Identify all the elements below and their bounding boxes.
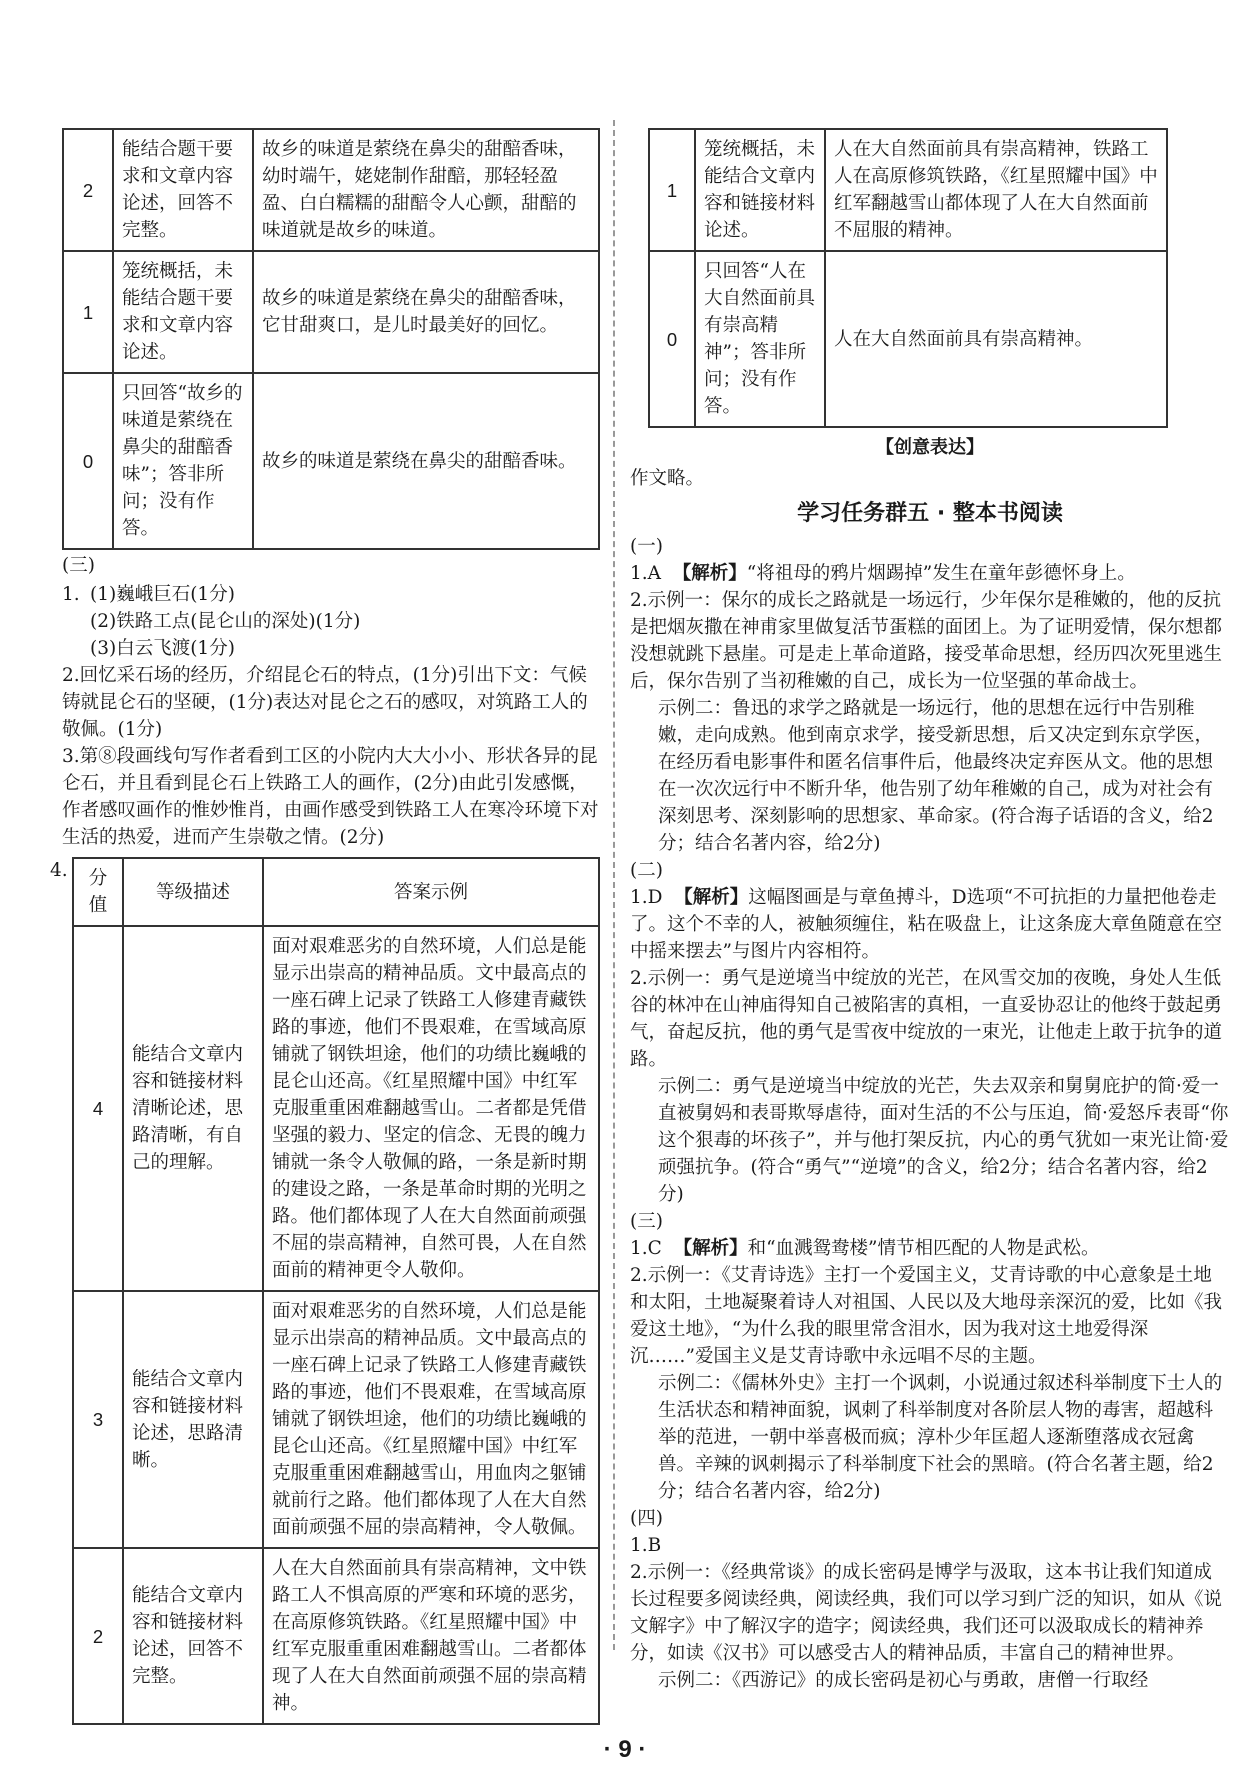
answer-paragraph: 2.回忆采石场的经历，介绍昆仑石的特点，(1分)引出下文：气候铸就昆仑石的坚硬，(1分)表达对昆仑之石的感叹，对筑路工人的敬佩。(1分) xyxy=(62,665,588,740)
left-column xyxy=(50,128,600,1725)
table-row xyxy=(649,251,1167,427)
table-row xyxy=(73,926,599,1291)
analysis-tag: 【解析】 xyxy=(674,887,749,908)
score-table-q4 xyxy=(72,857,600,1725)
answer-item: (1)巍峨巨石(1分) xyxy=(90,584,235,605)
score-cell: 2 xyxy=(73,1548,123,1724)
analysis-text: 这幅图画是与章鱼搏斗，D选项“不可抗拒的力量把他卷走了。这个不幸的人，被触须缠住，粘在吸盘上，让这条庞大章鱼随意在空中摇来摆去”与图片内容相符。 xyxy=(630,887,1223,962)
answer-item: (2)铁路工点(昆仑山的深处)(1分) xyxy=(90,611,361,632)
level-cell: 能结合文章内容和链接材料论述，思路清晰。 xyxy=(123,1291,263,1548)
table-header-row xyxy=(73,858,599,926)
answer-line xyxy=(630,1235,1230,1262)
level-cell: 只回答“人在大自然面前具有崇高精神”；答非所问；没有作答。 xyxy=(695,251,825,427)
score-table-top-left xyxy=(62,128,600,550)
level-cell: 能结合题干要求和文章内容论述，回答不完整。 xyxy=(113,129,253,251)
level-cell: 能结合文章内容和链接材料清晰论述，思路清晰，有自己的理解。 xyxy=(123,926,263,1291)
score-cell: 1 xyxy=(649,129,695,251)
answer-item: (3)白云飞渡(1分) xyxy=(90,638,235,659)
page-number: · 9 · xyxy=(603,1736,647,1763)
level-cell: 笼统概括，未能结合文章内容和链接材料论述。 xyxy=(695,129,825,251)
column-divider xyxy=(613,120,615,1650)
example-cell: 故乡的味道是萦绕在鼻尖的甜醅香味，它甘甜爽口，是儿时最美好的回忆。 xyxy=(253,251,599,373)
creative-text: 作文略。 xyxy=(630,468,705,489)
answer-paragraph: 2.示例一：《艾青诗选》主打一个爱国主义，艾青诗歌的中心意象是土地和太阳，土地凝聚着诗人对祖国、人民以及大地母亲深沉的爱，比如《我爱这土地》，“为什么我的眼里常含泪水，因为我对这土地爱得深沉……”爱国主义是艾青诗歌中永远唱不尽的主题。 xyxy=(630,1265,1223,1367)
example-cell: 故乡的味道是萦绕在鼻尖的甜醅香味。 xyxy=(253,373,599,549)
example-cell: 面对艰难恶劣的自然环境，人们总是能显示出崇高的精神品质。文中最高点的一座石碑上记录了铁路工人修建青藏铁路的事迹，他们不畏艰难，在雪域高原铺就了钢铁坦途，他们的功绩比巍峨的昆仑山还高。《红星照耀中国》中红军克服重重困难翻越雪山。二者都是凭借坚强的毅力、坚定的信念、无畏的魄力铺就一条令人敬佩的路，一条是新时期的建设之路，一条是革命时期的光明之路。他们都体现了人在大自然面前顽强不屈的崇高精神，自然可畏，人在自然面前的精神更令人敬仰。 xyxy=(263,926,599,1291)
question-number: 4. xyxy=(50,860,68,881)
answer-paragraph: 示例二：《西游记》的成长密码是初心与勇敢，唐僧一行取经 xyxy=(658,1670,1149,1691)
part-heading: (一) xyxy=(630,536,663,557)
part-heading: (四) xyxy=(630,1508,663,1529)
answer-line xyxy=(630,560,1230,587)
table-row xyxy=(63,373,599,549)
column-header: 答案示例 xyxy=(263,858,599,926)
column-header: 分值 xyxy=(73,858,123,926)
right-column xyxy=(630,128,1230,1694)
example-cell: 人在大自然面前具有崇高精神。 xyxy=(825,251,1167,427)
level-cell: 只回答“故乡的味道是萦绕在鼻尖的甜醅香味”；答非所问；没有作答。 xyxy=(113,373,253,549)
example-cell: 故乡的味道是萦绕在鼻尖的甜醅香味，幼时端午，姥姥制作甜醅，那轻轻盈盈、白白糯糯的甜醅令人心颤，甜醅的味道就是故乡的味道。 xyxy=(253,129,599,251)
level-cell: 笼统概括，未能结合题干要求和文章内容论述。 xyxy=(113,251,253,373)
answer-paragraph: 示例二：鲁迅的求学之路就是一场远行，他的思想在远行中告别稚嫩，走向成熟。他到南京求学，接受新思想，后又决定到东京学医，在经历看电影事件和匿名信事件后，他最终决定弃医从文。他的思想在一次次远行中不断升华，他告别了幼年稚嫩的自己，成为对社会有深刻思考、深刻影响的思想家、革命家。(符合海子话语的含义，给2分；结合名著内容，给2分) xyxy=(658,698,1214,854)
score-cell: 0 xyxy=(63,373,113,549)
score-cell: 3 xyxy=(73,1291,123,1548)
score-cell: 4 xyxy=(73,926,123,1291)
column-header: 等级描述 xyxy=(123,858,263,926)
section-heading: (三) xyxy=(62,555,95,576)
analysis-tag: 【解析】 xyxy=(672,563,747,584)
section-title: 学习任务群五 · 整本书阅读 xyxy=(797,501,1063,526)
table-row xyxy=(73,1291,599,1548)
example-cell: 人在大自然面前具有崇高精神，铁路工人在高原修筑铁路，《红星照耀中国》中红军翻越雪山都体现了人在大自然面前不屈服的精神。 xyxy=(825,129,1167,251)
answer-paragraph: 3.第⑧段画线句写作者看到工区的小院内大大小小、形状各异的昆仑石，并且看到昆仑石上铁路工人的画作，(2分)由此引发感慨，作者感叹画作的惟妙惟肖，由画作感受到铁路工人在寒冷环境下对生活的热爱，进而产生崇敬之情。(2分) xyxy=(62,746,599,848)
level-cell: 能结合文章内容和链接材料论述，回答不完整。 xyxy=(123,1548,263,1724)
score-cell: 1 xyxy=(63,251,113,373)
answer-paragraph: 2.示例一：《经典常谈》的成长密码是博学与汲取，这本书让我们知道成长过程要多阅读经典，阅读经典，我们可以学习到广泛的知识，如从《说文解字》中了解汉字的造字；阅读经典，我们还可以汲取成长的精神养分，如读《汉书》可以感受古人的精神品质，丰富自己的精神世界。 xyxy=(630,1562,1223,1664)
part-heading: (二) xyxy=(630,860,663,881)
question-4 xyxy=(50,857,600,1725)
analysis-tag: 【解析】 xyxy=(673,1238,748,1259)
question-number: 1. xyxy=(62,584,80,605)
answer-line xyxy=(630,884,1230,965)
answer-choice: 1.D xyxy=(630,887,663,908)
answer-choice: 1.A xyxy=(630,563,662,584)
table-row xyxy=(63,129,599,251)
score-table-top-right xyxy=(648,128,1168,428)
answer-choice: 1.C xyxy=(630,1238,662,1259)
answer-paragraph: 2.示例一：保尔的成长之路就是一场远行，少年保尔是稚嫩的，他的反抗是把烟灰撒在神甫家里做复活节蛋糕的面团上。为了证明爱情，保尔想都没想就跳下悬崖。可是走上革命道路，接受革命思想，经历四次死里逃生后，保尔告别了当初稚嫩的自己，成长为一位坚强的革命战士。 xyxy=(630,590,1223,692)
answer-paragraph: 示例二：勇气是逆境当中绽放的光芒，失去双亲和舅舅庇护的简·爱一直被舅妈和表哥欺辱虐待，面对生活的不公与压迫，简·爱怒斥表哥“你这个狠毒的坏孩子”，并与他打架反抗，内心的勇气犹如一束光让简·爱顽强抗争。(符合“勇气”“逆境”的含义，给2分；结合名著内容，给2分) xyxy=(658,1076,1229,1205)
table-row xyxy=(649,129,1167,251)
answer-paragraph: 示例二：《儒林外史》主打一个讽刺，小说通过叙述科举制度下士人的生活状态和精神面貌，讽刺了科举制度对各阶层人物的毒害，超越科举的范进，一朝中举喜极而疯；淳朴少年匡超人逐渐堕落成衣冠禽兽。辛辣的讽刺揭示了科举制度下社会的黑暗。(符合名著主题，给2分；结合名著内容，给2分) xyxy=(658,1373,1223,1502)
answer-choice: 1.B xyxy=(630,1535,662,1556)
analysis-text: “将祖母的鸦片烟踢掉”发生在童年彭德怀身上。 xyxy=(746,563,1136,584)
analysis-text: 和“血溅鸳鸯楼”情节相匹配的人物是武松。 xyxy=(747,1238,1100,1259)
answer-paragraph: 2.示例一：勇气是逆境当中绽放的光芒，在风雪交加的夜晚，身处人生低谷的林冲在山神庙得知自己被陷害的真相，一直妥协忍让的他终于鼓起勇气，奋起反抗，他的勇气是雪夜中绽放的一束光，让他走上敢于抗争的道路。 xyxy=(630,968,1223,1070)
part-heading: (三) xyxy=(630,1211,663,1232)
table-row xyxy=(73,1548,599,1724)
creative-heading: 【创意表达】 xyxy=(876,437,984,458)
example-cell: 面对艰难恶劣的自然环境，人们总是能显示出崇高的精神品质。文中最高点的一座石碑上记录了铁路工人修建青藏铁路的事迹，他们不畏艰难，在雪域高原铺就了钢铁坦途，他们的功绩比巍峨的昆仑山还高。《红星照耀中国》中红军克服重重困难翻越雪山，用血肉之躯铺就前行之路。他们都体现了人在大自然面前顽强不屈的崇高精神，令人敬佩。 xyxy=(263,1291,599,1548)
score-cell: 0 xyxy=(649,251,695,427)
table-row xyxy=(63,251,599,373)
example-cell: 人在大自然面前具有崇高精神，文中铁路工人不惧高原的严寒和环境的恶劣，在高原修筑铁路。《红星照耀中国》中红军克服重重困难翻越雪山。二者都体现了人在大自然面前顽强不屈的崇高精神。 xyxy=(263,1548,599,1724)
score-cell: 2 xyxy=(63,129,113,251)
